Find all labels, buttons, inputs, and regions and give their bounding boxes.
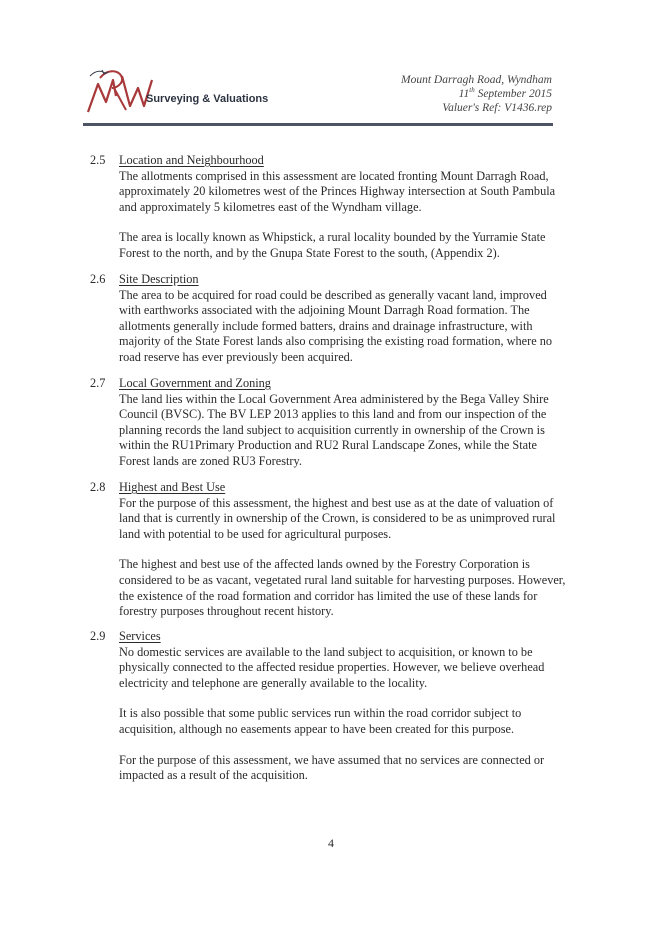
- company-logo: [86, 66, 276, 116]
- section-title: Highest and Best Use: [119, 480, 226, 494]
- header-date: [401, 87, 552, 101]
- section-title: Services: [119, 629, 161, 643]
- paragraph: The land lies within the Local Government Area administered by the Bega Valley Shire Council (BVSC). The BV LEP 2013 applies to this land and from our inspection of the planning records the land subject to acquisition currently in ownership of the Crown is within the RU1Primary Production and RU2 Rural Landscape Zones, while the State Forest lands are zoned RU3 Forestry.: [119, 391, 549, 468]
- header-ref: Valuer's Ref: V1436.rep: [442, 102, 552, 114]
- paragraph: The area to be acquired for road could be described as generally vacant land, improved with earthworks associated with the adjoining Mount Darragh Road formation. The allotments generally include formed batters, drains and drainage infrastructure, with majority of the State Forest lands also comprising the existing road formation, where no road reserve has ever previously been acquired.: [119, 287, 553, 364]
- section-number: 2.7: [90, 376, 106, 390]
- header-rule: [83, 123, 553, 126]
- paragraph: For the purpose of this assessment, the highest and best use as at the date of valuation of land that is currently in ownership of the Crown, is considered to be as unimproved rural land with potential to be used for agricultural purposes.: [119, 495, 556, 541]
- header-date-suffix: th: [469, 86, 475, 95]
- logo-text: Surveying & Valuations: [146, 93, 269, 105]
- paragraph: For the purpose of this assessment, we have assumed that no services are connected or impacted as a result of the acquisition.: [119, 752, 545, 783]
- section-number: 2.9: [90, 629, 106, 643]
- section-title: Site Description: [119, 272, 199, 286]
- header-date-rest: September 2015: [474, 88, 552, 100]
- paragraph: It is also possible that some public services run within the road corridor subject to acquisition, although no easements appear to have been created for this purpose.: [119, 706, 522, 736]
- page-number: 4: [328, 836, 334, 850]
- section-title: Location and Neighbourhood: [119, 153, 264, 167]
- section-number: 2.8: [90, 480, 106, 494]
- paragraph: The allotments comprised in this assessment are located fronting Mount Darragh Road, approximately 20 kilometres west of the Princes Highway intersection at South Pambula and approximately 5 kilometres east of the Wyndham village.: [119, 168, 556, 214]
- paragraph: No domestic services are available to the land subject to acquisition, or known to be physically connected to the affected residue properties. However, we believe overhead electricity and telephone are generally available to the locality.: [119, 644, 545, 690]
- header-reference-block: [401, 73, 552, 115]
- section-title: Local Government and Zoning: [119, 376, 271, 390]
- section-number: 2.6: [90, 272, 106, 286]
- paragraph: The area is locally known as Whipstick, a rural locality bounded by the Yurramie State Forest to the north, and by the Gnupa State Forest to the south, (Appendix 2).: [119, 230, 546, 260]
- logo-mark-icon: [86, 66, 156, 114]
- section-number: 2.5: [90, 153, 106, 167]
- header-address: Mount Darragh Road, Wyndham: [401, 74, 552, 86]
- header-date-day: 11: [458, 88, 470, 100]
- paragraph: The highest and best use of the affected lands owned by the Forestry Corporation is considered to be as vacant, vegetated rural land suitable for harvesting purposes. However, the existence of the road formation and corridor has limited the use of these lands for forestry purposes throughout recent history.: [119, 557, 566, 619]
